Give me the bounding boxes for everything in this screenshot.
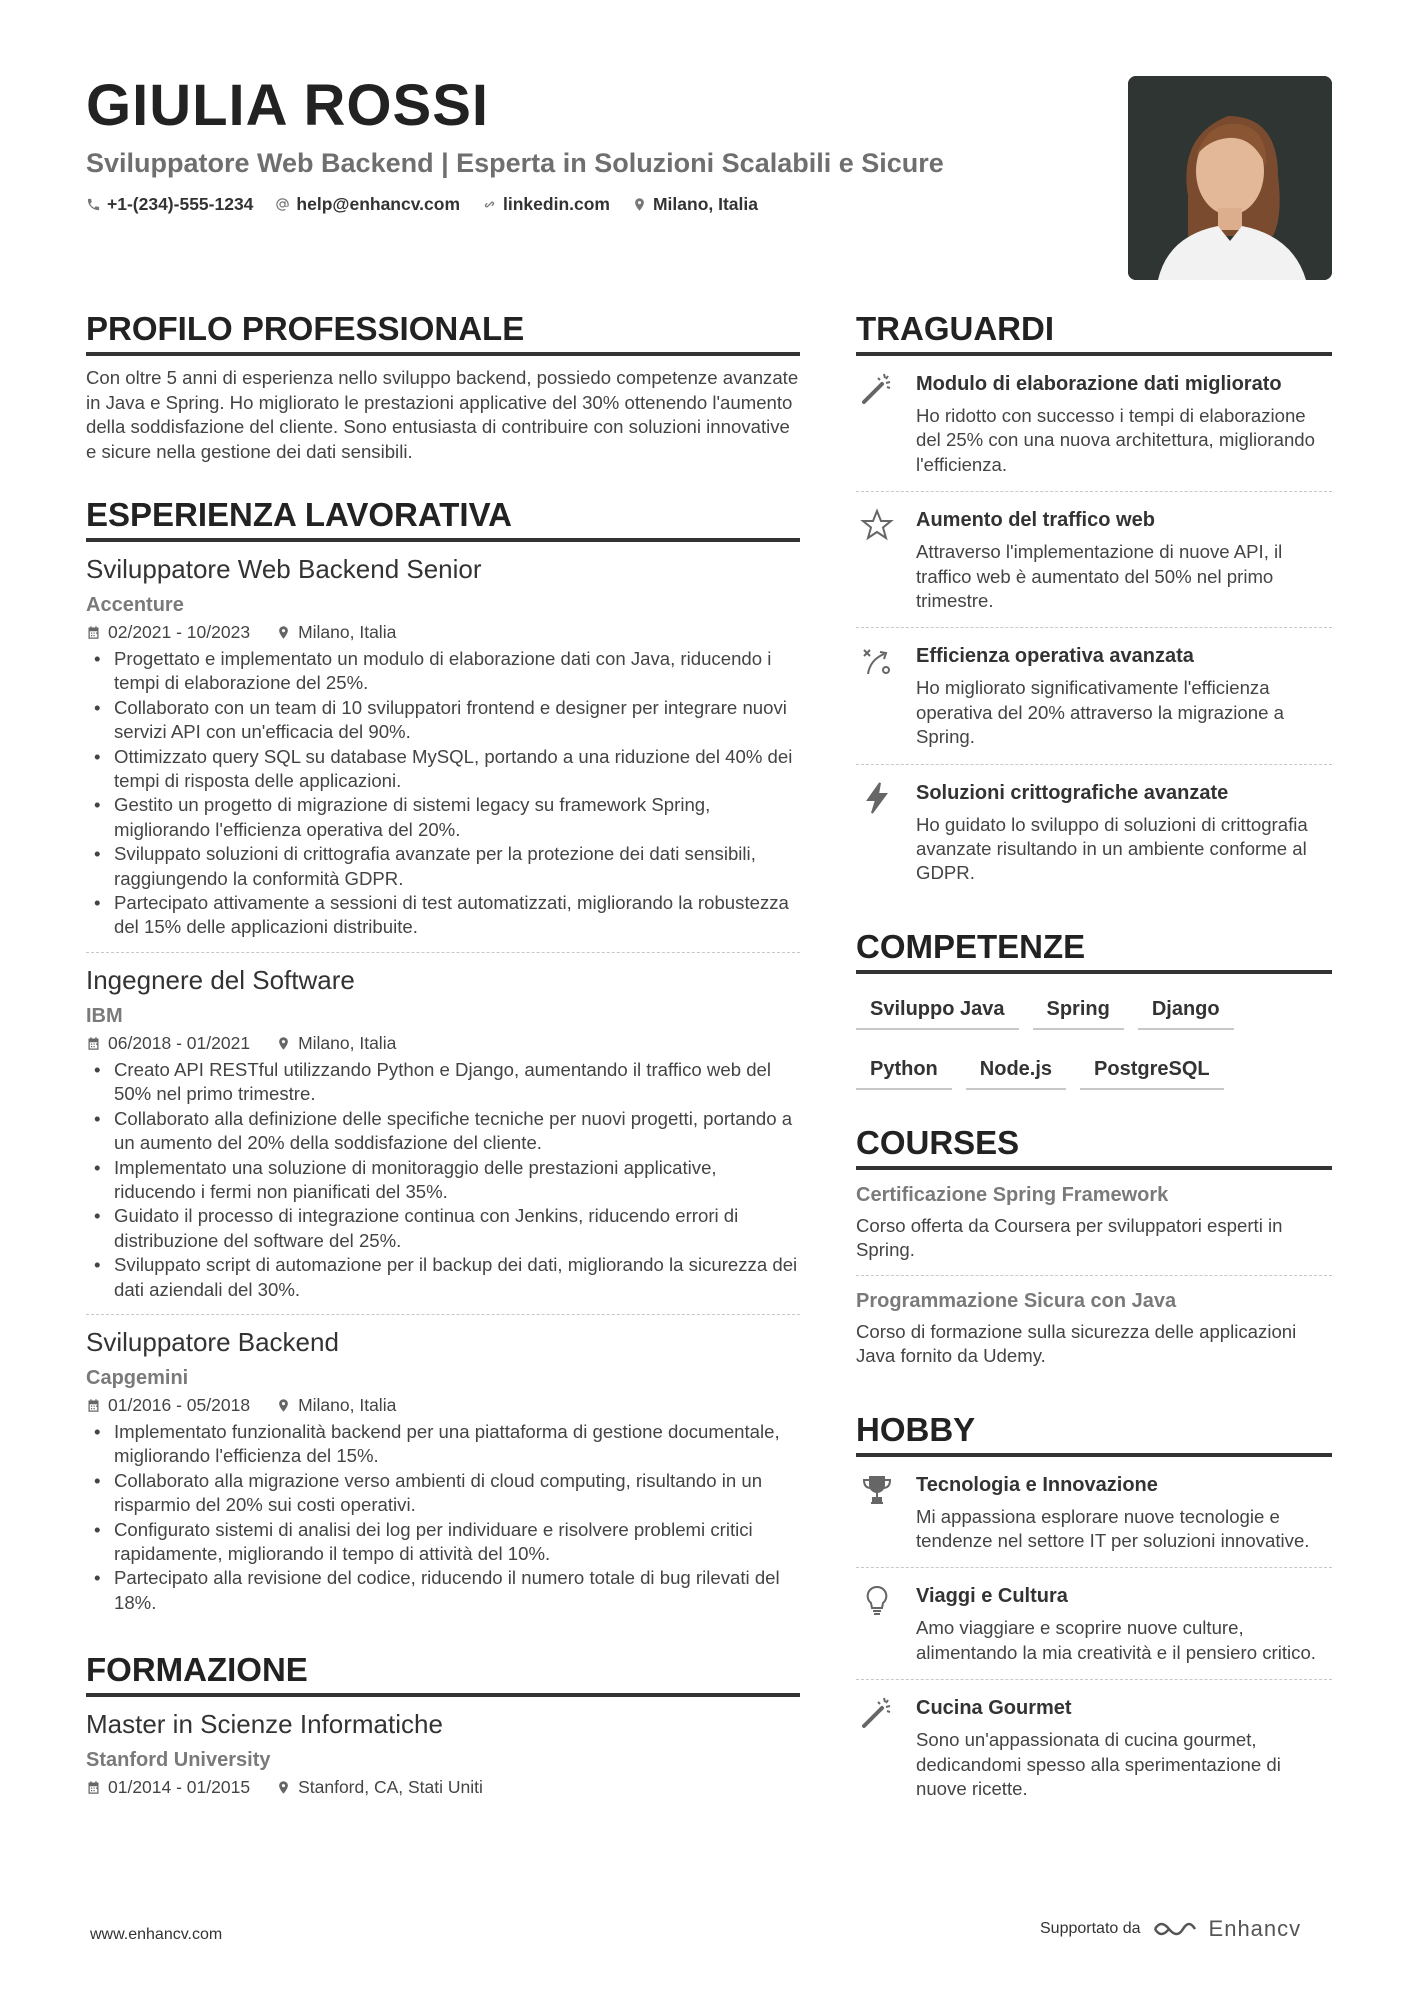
hobby-item-body — [916, 1694, 1332, 1801]
course-list — [856, 1170, 1332, 1381]
hobby-item-icon-wrap — [856, 1694, 898, 1801]
hobby-item-title: Viaggi e Cultura — [916, 1585, 1068, 1608]
achievement-item-body — [916, 779, 1332, 886]
hobby-item — [856, 1457, 1332, 1569]
job-location-text: Milano, Italia — [298, 622, 397, 642]
location-pin-icon — [276, 1780, 291, 1795]
job-dates — [86, 1395, 250, 1416]
job-bullet: • Creato API RESTful utilizzando Python e Django, aumentando il traffico web del 50% nel primo trimestre. — [86, 1058, 800, 1107]
job-location — [276, 1395, 396, 1416]
skills-section — [856, 926, 1332, 1100]
job-meta — [86, 1395, 800, 1416]
footer-branding — [1040, 1916, 1301, 1942]
hobby-heading: HOBBY — [856, 1409, 1332, 1457]
hobby-item — [856, 1568, 1332, 1680]
job-bullet: • Collaborato con un team di 10 sviluppatori frontend e designer per integrare nuovi servizi API con un'efficacia del 90%. — [86, 696, 800, 745]
contact-email[interactable] — [275, 194, 460, 215]
enhancv-logo-icon — [1151, 1917, 1199, 1941]
courses-heading: COURSES — [856, 1122, 1332, 1170]
education-entry — [86, 1697, 800, 1810]
education-dates-text: 01/2014 - 01/2015 — [108, 1777, 251, 1798]
job-bullet: • Ottimizzato query SQL su database MySQL, portando a una riduzione del 40% dei tempi di risposta delle applicazioni. — [86, 745, 800, 794]
hobby-section — [856, 1409, 1332, 1816]
achievement-item — [856, 765, 1332, 900]
experience-heading: ESPERIENZA LAVORATIVA — [86, 494, 800, 542]
courses-section — [856, 1122, 1332, 1381]
job-bullets — [86, 1420, 800, 1615]
hobby-item-description: Amo viaggiare e scoprire nuove culture, alimentando la mia creatività e il pensiero critico. — [916, 1617, 1316, 1663]
link-icon — [482, 197, 497, 212]
contact-location — [632, 194, 758, 215]
job-title: Sviluppatore Web Backend Senior — [86, 554, 482, 584]
achievement-item — [856, 492, 1332, 628]
skill-tag: PostgreSQL — [1080, 1050, 1224, 1090]
email-text: help@enhancv.com — [296, 194, 461, 214]
hobby-item-body — [916, 1471, 1332, 1554]
phone-text: +1-(234)-555-1234 — [107, 194, 254, 214]
achievement-item-icon-wrap — [856, 779, 898, 886]
candidate-name: GIULIA ROSSI — [86, 73, 489, 138]
job-location-text: Milano, Italia — [298, 1394, 397, 1415]
achievement-item-description: Attraverso l'implementazione di nuove API, il traffico web è aumentato del 50% nel primo trimestre. — [916, 541, 1283, 612]
job-bullet: • Collaborato alla definizione delle specifiche tecniche per nuovi progetti, portando a un aumento del 20% della soddisfazione del cliente. — [86, 1107, 800, 1156]
calendar-icon — [86, 1780, 101, 1795]
lightning-icon — [860, 781, 894, 815]
brand-name: Enhancv — [1208, 1916, 1302, 1941]
profile-heading: PROFILO PROFESSIONALE — [86, 308, 800, 356]
job-bullet: • Guidato il processo di integrazione continua con Jenkins, riducendo errori di distribuzione del software del 25%. — [86, 1204, 800, 1253]
magic-wand-icon — [860, 1696, 894, 1730]
contact-linkedin[interactable] — [482, 194, 610, 215]
job-bullet: • Configurato sistemi di analisi dei log per individuare e risolvere problemi critici rapidamente, migliorando il tempo di attività del 10%. — [86, 1518, 800, 1567]
job-bullet: • Progettato e implementato un modulo di elaborazione dati con Java, riducendo i tempi di elaborazione del 25%. — [86, 647, 800, 696]
linkedin-text: linkedin.com — [503, 194, 610, 214]
skill-list — [856, 990, 1332, 1100]
job-location — [276, 1033, 396, 1054]
footer-website[interactable]: www.enhancv.com — [90, 1926, 223, 1943]
hobby-item-icon-wrap — [856, 1582, 898, 1665]
achievement-list — [856, 356, 1332, 900]
job-entry — [86, 953, 800, 1315]
location-pin-icon — [276, 625, 291, 640]
skill-tag: Node.js — [966, 1050, 1066, 1090]
job-dates-text: 01/2016 - 05/2018 — [108, 1394, 251, 1415]
skill-tag: Python — [856, 1050, 952, 1090]
job-dates — [86, 1033, 250, 1054]
achievement-item-icon-wrap — [856, 370, 898, 477]
location-pin-icon — [276, 1398, 291, 1413]
achievement-item — [856, 628, 1332, 764]
contact-bar — [86, 194, 1086, 215]
profile-photo — [1128, 76, 1332, 280]
course-item — [856, 1170, 1332, 1276]
skills-heading: COMPETENZE — [856, 926, 1332, 974]
course-title: Certificazione Spring Framework — [856, 1183, 1169, 1206]
company-name: IBM — [86, 1004, 123, 1027]
resume-header — [86, 74, 1086, 215]
achievements-section — [856, 308, 1332, 900]
job-location — [276, 622, 396, 643]
powered-by-text: Supportato da — [1040, 1920, 1141, 1937]
achievement-item-body — [916, 642, 1332, 749]
achievements-heading: TRAGUARDI — [856, 308, 1332, 356]
achievement-item-icon-wrap — [856, 506, 898, 613]
location-pin-icon — [632, 197, 647, 212]
phone-icon — [86, 197, 101, 212]
company-name: Capgemini — [86, 1366, 189, 1389]
hobby-item-body — [916, 1582, 1332, 1665]
hobby-item — [856, 1680, 1332, 1815]
job-bullet: • Partecipato alla revisione del codice, riducendo il numero totale di bug rilevati del 18%. — [86, 1566, 800, 1615]
job-entry — [86, 542, 800, 953]
magic-wand-icon — [860, 372, 894, 406]
job-entry — [86, 1315, 800, 1627]
hobby-item-icon-wrap — [856, 1471, 898, 1554]
job-bullet: • Partecipato attivamente a sessioni di test automatizzati, migliorando la robustezza del 15% delle applicazioni distribuite. — [86, 891, 800, 940]
job-meta — [86, 622, 800, 643]
job-bullet: • Sviluppato script di automazione per il backup dei dati, migliorando la sicurezza dei dati aziendali del 30%. — [86, 1253, 800, 1302]
job-bullets — [86, 1058, 800, 1302]
lightbulb-icon — [860, 1584, 894, 1618]
location-pin-icon — [276, 1036, 291, 1051]
calendar-icon — [86, 1398, 101, 1413]
hobby-item-title: Tecnologia e Innovazione — [916, 1473, 1158, 1496]
job-bullet: • Gestito un progetto di migrazione di sistemi legacy su framework Spring, migliorando l'efficienza operativa del 20%. — [86, 793, 800, 842]
achievement-item-icon-wrap — [856, 642, 898, 749]
hobby-list — [856, 1457, 1332, 1816]
education-section — [86, 1649, 800, 1810]
course-description: Corso offerta da Coursera per sviluppatori esperti in Spring. — [856, 1214, 1283, 1261]
job-title: Sviluppatore Backend — [86, 1326, 339, 1357]
course-title: Programmazione Sicura con Java — [856, 1289, 1177, 1312]
skill-tag: Sviluppo Java — [856, 990, 1019, 1030]
job-bullet: • Sviluppato soluzioni di crittografia avanzate per la protezione dei dati sensibili, raggiungendo la conformità GDPR. — [86, 842, 800, 891]
achievement-item-title: Modulo di elaborazione dati migliorato — [916, 373, 1282, 395]
course-item — [856, 1276, 1332, 1381]
achievement-item-description: Ho migliorato significativamente l'efficienza operativa del 20% attraverso la migrazione a Spring. — [916, 677, 1284, 748]
achievement-item-description: Ho guidato lo sviluppo di soluzioni di crittografia avanzate risultando in un ambiente conforme al GDPR. — [916, 813, 1308, 884]
strategy-icon — [860, 644, 894, 678]
skill-tag: Django — [1138, 990, 1234, 1030]
trophy-icon — [860, 1473, 894, 1507]
candidate-title: Sviluppatore Web Backend | Esperta in Soluzioni Scalabili e Sicure — [86, 148, 944, 178]
job-bullet: • Implementato funzionalità backend per una piattaforma di gestione documentale, migliorando l'efficienza del 15%. — [86, 1420, 800, 1469]
hobby-item-title: Cucina Gourmet — [916, 1697, 1072, 1720]
star-icon — [860, 508, 894, 542]
hobby-item-description: Sono un'appassionata di cucina gourmet, dedicandomi spesso alla sperimentazione di nuove ricette. — [916, 1729, 1281, 1799]
achievement-item — [856, 356, 1332, 492]
right-column — [856, 308, 1332, 1845]
achievement-item-title: Aumento del traffico web — [916, 509, 1155, 532]
company-name: Accenture — [86, 594, 184, 616]
skill-tag: Spring — [1033, 990, 1124, 1030]
job-title: Ingegnere del Software — [86, 964, 355, 995]
contact-phone[interactable] — [86, 194, 253, 215]
profile-section — [86, 308, 800, 464]
achievement-item-body — [916, 506, 1332, 613]
job-bullets — [86, 647, 800, 940]
education-location — [276, 1777, 483, 1798]
achievement-item-title: Efficienza operativa avanzata — [916, 645, 1194, 668]
education-location-text: Stanford, CA, Stati Uniti — [298, 1777, 483, 1798]
job-dates-text: 02/2021 - 10/2023 — [108, 622, 251, 642]
profile-summary: Con oltre 5 anni di esperienza nello sviluppo backend, possiedo competenze avanzate in Java e Spring. Ho migliorato le prestazioni applicative del 30% ottenendo l'aumento della soddisfazione del cliente. Sono entusiasta di contribuire con soluzioni innovative e sicure nella gestione dei dati sensibili. — [86, 367, 799, 462]
at-icon — [275, 197, 290, 212]
location-text: Milano, Italia — [652, 194, 759, 214]
left-column — [86, 308, 800, 1840]
job-bullet: • Collaborato alla migrazione verso ambienti di cloud computing, risultando in un risparmio del 20% sui costi operativi. — [86, 1469, 800, 1518]
school-name: Stanford University — [86, 1749, 271, 1772]
job-meta — [86, 1033, 800, 1054]
hobby-item-description: Mi appassiona esplorare nuove tecnologie e tendenze nel settore IT per soluzioni innovative. — [916, 1505, 1310, 1551]
education-meta — [86, 1777, 800, 1798]
achievement-item-description: Ho ridotto con successo i tempi di elaborazione del 25% con una nuova architettura, migliorando l'efficienza. — [916, 405, 1315, 475]
achievement-item-body — [916, 370, 1332, 477]
calendar-icon — [86, 625, 101, 640]
job-dates-text: 06/2018 - 01/2021 — [108, 1032, 251, 1053]
job-location-text: Milano, Italia — [298, 1032, 397, 1053]
calendar-icon — [86, 1036, 101, 1051]
achievement-item-title: Soluzioni crittografiche avanzate — [916, 781, 1229, 804]
job-dates — [86, 622, 250, 643]
experience-section — [86, 494, 800, 1627]
education-dates — [86, 1777, 250, 1798]
job-bullet: • Implementato una soluzione di monitoraggio delle prestazioni applicative, riducendo i fermi non pianificati del 35%. — [86, 1156, 800, 1205]
course-description: Corso di formazione sulla sicurezza delle applicazioni Java fornito da Udemy. — [856, 1320, 1297, 1367]
education-heading: FORMAZIONE — [86, 1649, 800, 1697]
degree-title: Master in Scienze Informatiche — [86, 1709, 443, 1740]
job-list — [86, 542, 800, 1627]
